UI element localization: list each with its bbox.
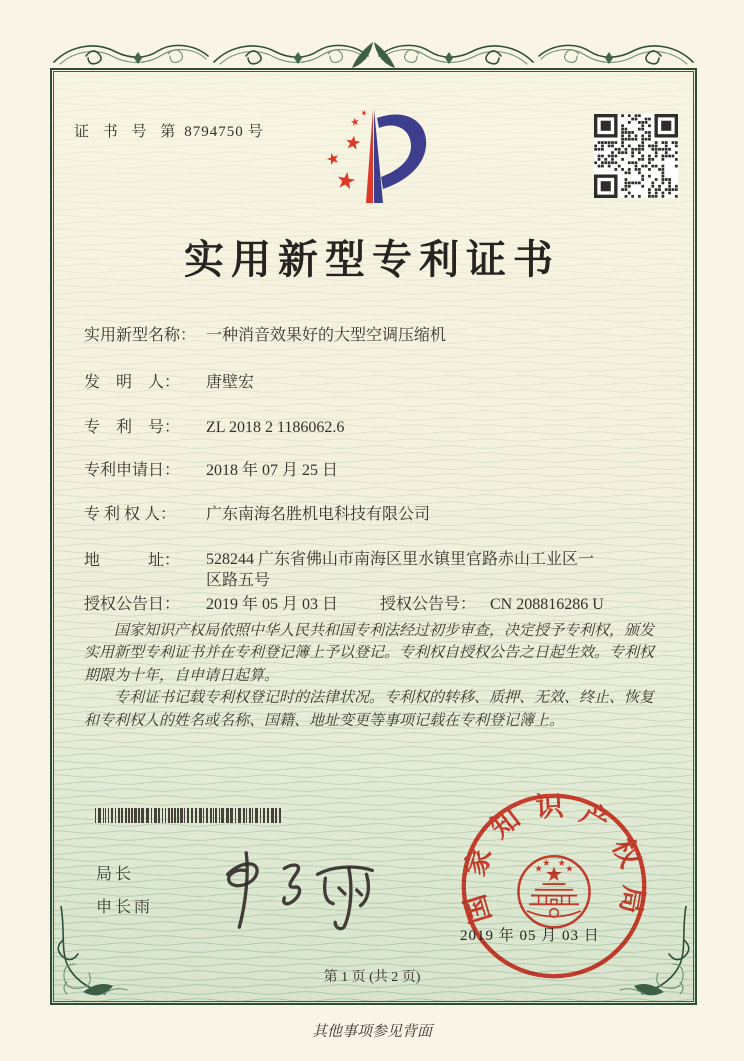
field-value: 528244 广东省佛山市南海区里水镇里官路赤山工业区一区路五号 xyxy=(206,551,595,589)
page-title: 实用新型专利证书 xyxy=(184,237,560,282)
field-label: 实用新型名称： xyxy=(84,327,197,344)
field-label: 发 明 人： xyxy=(84,374,181,391)
legal-paragraph: 专利证书记载专利权登记时的法律状况。专利权的转移、质押、无效、终止、恢复和专利权人的姓名或名称、国籍、地址变更等事项记载在专利登记簿上。 xyxy=(84,690,655,729)
corner-flourish-left xyxy=(53,906,143,1002)
certificate-number-value: 8794750 xyxy=(184,124,244,140)
qr-code xyxy=(594,114,678,198)
official-seal-stamp xyxy=(458,790,650,982)
field-value: 唐壁宏 xyxy=(206,374,255,391)
national-emblem-icon xyxy=(518,856,589,927)
field-row-address xyxy=(84,549,606,591)
field-label: 授权公告日： xyxy=(84,596,181,613)
field-value: ZL 2018 2 1186062.6 xyxy=(206,419,345,436)
field-row-invention-name xyxy=(84,324,446,348)
field-label: 专利申请日： xyxy=(84,462,181,479)
certificate-number: 证 书 号 第 8794750 号 xyxy=(74,124,263,140)
field-row-inventor xyxy=(84,371,254,395)
signer-title: 局长 xyxy=(96,866,135,883)
field-label: 专 利 权 人： xyxy=(84,506,177,523)
grant-number-value: CN 208816286 U xyxy=(490,596,604,613)
field-row-patent-number xyxy=(84,416,344,440)
field-label: 授权公告号： xyxy=(380,596,477,613)
seal-date: 2019 年 05 月 03 日 xyxy=(460,928,600,944)
patent-logo-icon xyxy=(298,103,448,209)
page-number-note: 第 1 页 (共 2 页) xyxy=(323,970,421,985)
signer-name: 申长雨 xyxy=(96,899,154,916)
field-value: 2018 年 07 月 25 日 xyxy=(206,462,339,479)
legal-text xyxy=(84,620,664,732)
ornament-top-border xyxy=(50,38,697,72)
field-value: 广东南海名胜机电科技有限公司 xyxy=(206,506,431,523)
grant-date-value: 2019 年 05 月 03 日 xyxy=(206,596,339,613)
legal-paragraph: 国家知识产权局依照中华人民共和国专利法经过初步审查，决定授予专利权，颁发实用新型专利证书并在专利登记簿上予以登记。专利权自授权公告之日起生效。专利权期限为十年，自申请日起算。 xyxy=(84,623,655,684)
field-row-patentee xyxy=(84,503,430,527)
seal-ring-text: 国家知识产权局 xyxy=(459,791,650,927)
director-signature xyxy=(198,845,398,933)
field-label: 专 利 号： xyxy=(84,419,181,436)
field-value: 一种消音效果好的大型空调压缩机 xyxy=(206,327,447,344)
svg-text:国家知识产权局 xyxy=(460,791,649,926)
back-side-note: 其他事项参见背面 xyxy=(311,1024,432,1040)
field-row-grant xyxy=(84,593,664,617)
field-label: 地 址： xyxy=(84,552,181,569)
barcode xyxy=(95,808,283,823)
field-row-filing-date xyxy=(84,459,338,483)
certificate-number-label: 证 书 号 第 xyxy=(74,124,181,140)
